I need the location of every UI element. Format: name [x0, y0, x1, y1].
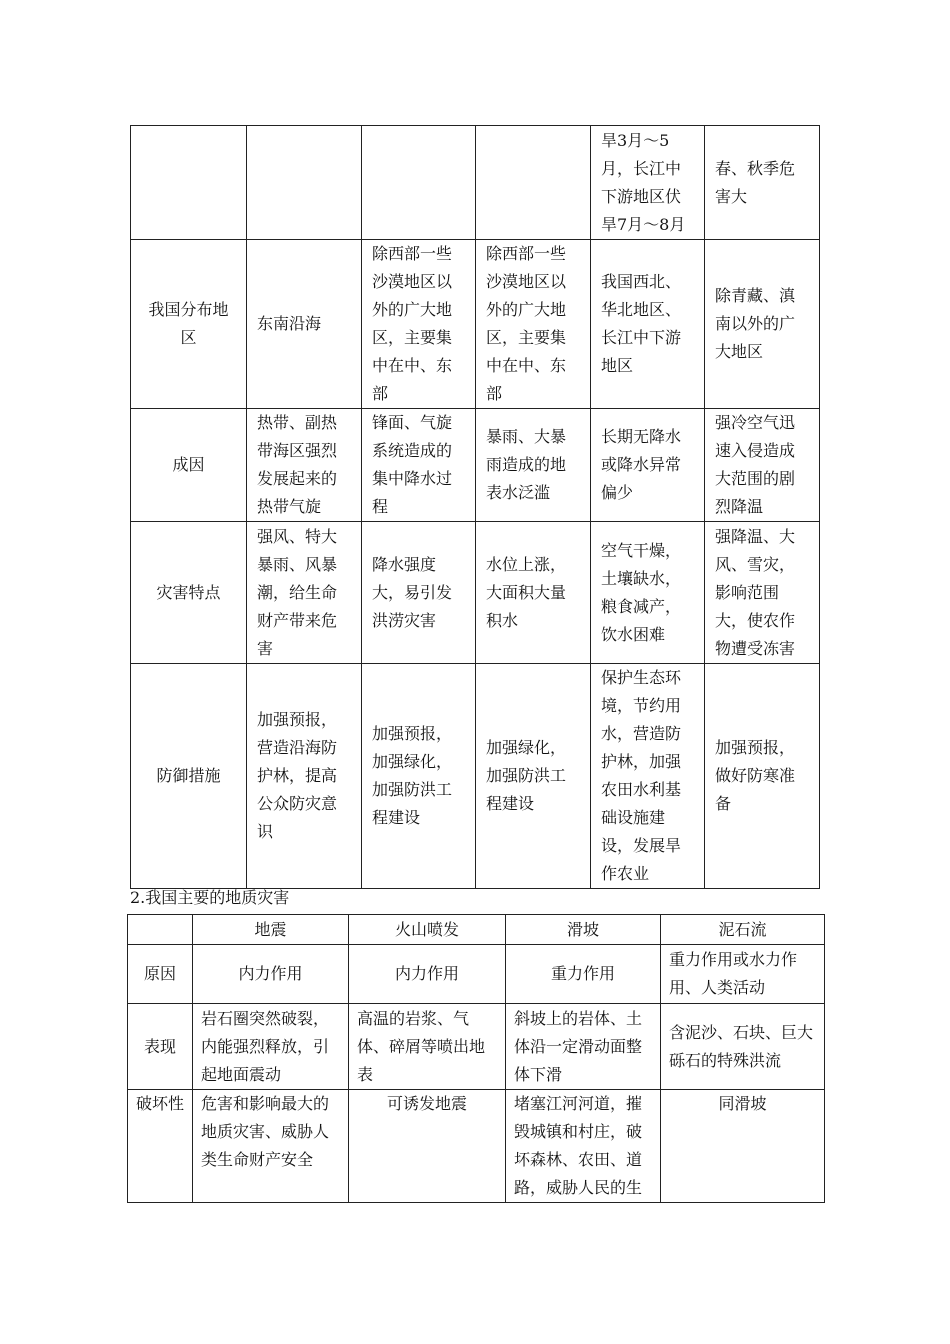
row-label: 防御措施	[131, 664, 247, 889]
table-cell: 暴雨、大暴雨造成的地表水泛滥	[476, 409, 591, 522]
table-cell: 春、秋季危害大	[705, 126, 820, 240]
table-cell: 锋面、气旋系统造成的集中降水过程	[362, 409, 476, 522]
table-cell	[247, 126, 362, 240]
table-row	[128, 1090, 825, 1203]
row-label: 我国分布地区	[131, 240, 247, 409]
table-cell: 加强预报，做好防寒准备	[705, 664, 820, 889]
table-cell: 内力作用	[193, 945, 349, 1004]
table-header-row	[128, 915, 825, 945]
table-cell: 除青藏、滇南以外的广大地区	[705, 240, 820, 409]
table-row	[128, 1004, 825, 1090]
table-cell: 内力作用	[349, 945, 506, 1004]
table-cell: 加强预报，营造沿海防护林，提高公众防灾意识	[247, 664, 362, 889]
row-label: 破坏性	[128, 1090, 193, 1203]
column-header: 滑坡	[506, 915, 661, 945]
table-cell: 强冷空气迅速入侵造成大范围的剧烈降温	[705, 409, 820, 522]
row-label: 灾害特点	[131, 522, 247, 664]
table-cell: 空气干燥，土壤缺水，粮食减产，饮水困难	[591, 522, 705, 664]
table-row	[131, 522, 820, 664]
table-cell: 强风、特大暴雨、风暴潮，给生命财产带来危害	[247, 522, 362, 664]
table-row	[131, 664, 820, 889]
table-cell: 热带、副热带海区强烈发展起来的热带气旋	[247, 409, 362, 522]
table-cell: 旱3月～5月，长江中下游地区伏旱7月～8月	[591, 126, 705, 240]
table-cell: 重力作用或水力作用、人类活动	[661, 945, 825, 1004]
meteorological-disaster-table	[130, 125, 820, 889]
table-cell: 加强预报，加强绿化，加强防洪工程建设	[362, 664, 476, 889]
table-cell: 强降温、大风、雪灾，影响范围大，使农作物遭受冻害	[705, 522, 820, 664]
table-row	[131, 409, 820, 522]
table-cell	[362, 126, 476, 240]
row-label	[131, 126, 247, 240]
table-cell: 斜坡上的岩体、土体沿一定滑动面整体下滑	[506, 1004, 661, 1090]
table-cell: 岩石圈突然破裂，内能强烈释放，引起地面震动	[193, 1004, 349, 1090]
table-cell: 除西部一些沙漠地区以外的广大地区，主要集中在中、东部	[476, 240, 591, 409]
table-cell: 含泥沙、石块、巨大砾石的特殊洪流	[661, 1004, 825, 1090]
table-cell: 长期无降水或降水异常偏少	[591, 409, 705, 522]
table-cell: 东南沿海	[247, 240, 362, 409]
table-cell: 堵塞江河河道，摧毁城镇和村庄，破坏森林、农田、道路，威胁人民的生	[506, 1090, 661, 1203]
row-label: 表现	[128, 1004, 193, 1090]
table-cell: 我国西北、华北地区、长江中下游地区	[591, 240, 705, 409]
column-header: 火山喷发	[349, 915, 506, 945]
row-label: 原因	[128, 945, 193, 1004]
geological-disaster-table	[127, 914, 825, 1203]
section-heading: 2.我国主要的地质灾害	[130, 888, 290, 907]
table-cell: 同滑坡	[661, 1090, 825, 1203]
column-header	[128, 915, 193, 945]
table-cell	[476, 126, 591, 240]
table-row	[128, 945, 825, 1004]
table-row	[131, 126, 820, 240]
table-cell: 重力作用	[506, 945, 661, 1004]
column-header: 泥石流	[661, 915, 825, 945]
table-cell: 除西部一些沙漠地区以外的广大地区，主要集中在中、东部	[362, 240, 476, 409]
table-cell: 保护生态环境，节约用水，营造防护林，加强农田水利基础设施建设，发展旱作农业	[591, 664, 705, 889]
table-cell: 水位上涨，大面积大量积水	[476, 522, 591, 664]
table-cell: 加强绿化，加强防洪工程建设	[476, 664, 591, 889]
table-cell: 可诱发地震	[349, 1090, 506, 1203]
column-header: 地震	[193, 915, 349, 945]
row-label: 成因	[131, 409, 247, 522]
table-cell: 高温的岩浆、气体、碎屑等喷出地表	[349, 1004, 506, 1090]
table-cell: 降水强度大，易引发洪涝灾害	[362, 522, 476, 664]
table-cell: 危害和影响最大的地质灾害、威胁人类生命财产安全	[193, 1090, 349, 1203]
table-row	[131, 240, 820, 409]
